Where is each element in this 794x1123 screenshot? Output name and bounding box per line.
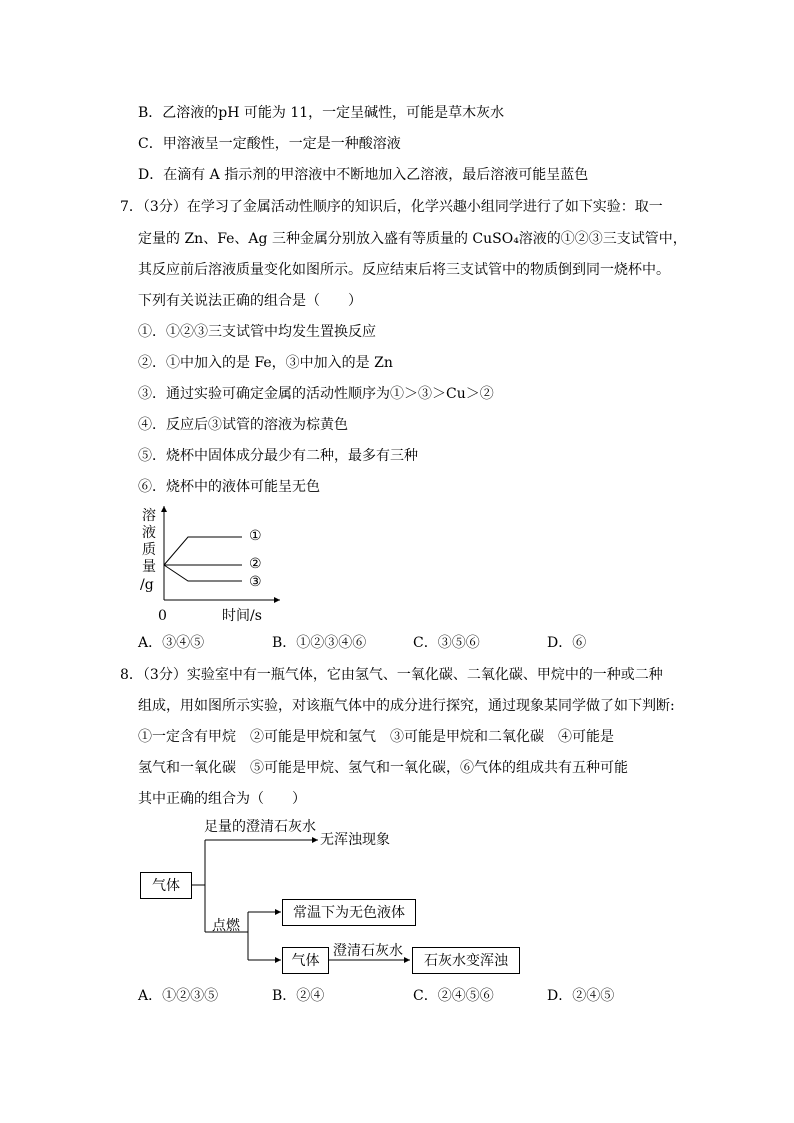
y-label-char: 质 <box>142 542 156 558</box>
q7-stem-line4: 下列有关说法正确的组合是（ ） <box>138 293 362 309</box>
curve-1 <box>164 537 242 565</box>
q8-choice-c: C．②④⑤⑥ <box>413 988 494 1004</box>
limewater-label: 足量的澄清石灰水 <box>204 819 316 835</box>
curve-label-3: ③ <box>249 574 262 590</box>
y-label-char: 量 <box>142 559 156 575</box>
x-axis-label: 时间/s <box>222 608 262 624</box>
q7-statement: ④．反应后③试管的溶液为棕黄色 <box>138 417 348 433</box>
q7-statement: ③．通过实验可确定金属的活动性顺序为①＞③＞Cu＞② <box>138 386 494 402</box>
q8-stem-line1: 8．（3分）实验室中有一瓶气体，它由氢气、一氧化碳、二氧化碳、甲烷中的一种或二种 <box>120 667 663 683</box>
q7-statement: ⑥．烧杯中的液体可能呈无色 <box>138 479 320 495</box>
q7-choice-b: B．①②③④⑥ <box>272 635 367 651</box>
q6-option-c: C．甲溶液呈一定酸性，一定是一种酸溶液 <box>138 136 401 152</box>
q8-choice-b: B．②④ <box>272 988 325 1004</box>
y-label-char: 液 <box>142 525 156 541</box>
origin-label: 0 <box>158 608 167 624</box>
q7-choice-c: C．③⑤⑥ <box>413 635 480 651</box>
q8-choice-a: A．①②③⑤ <box>138 988 219 1004</box>
q8-stem-line5: 其中正确的组合为（ ） <box>138 791 306 807</box>
turbid-result-box: 石灰水变浑浊 <box>412 947 520 974</box>
curve-3 <box>164 565 242 581</box>
q8-flow-diagram <box>130 812 550 982</box>
y-label-char: 溶 <box>142 508 156 524</box>
q8-stem-line4: 氢气和一氧化碳 ⑤可能是甲烷、氢气和一氧化碳，⑥气体的组成共有五种可能 <box>138 760 628 776</box>
q8-stem-line2: 组成，用如图所示实验，对该瓶气体中的成分进行探究，通过现象某同学做了如下判断: <box>138 698 675 714</box>
gas-product-box: 气体 <box>282 947 329 974</box>
q8-stem-line3: ①一定含有甲烷 ②可能是甲烷和氢气 ③可能是甲烷和二氧化碳 ④可能是 <box>138 729 614 745</box>
q7-stem-line2: 定量的 Zn、Fe、Ag 三种金属分别放入盛有等质量的 CuSO₄溶液的①②③三支试管中， <box>138 231 687 247</box>
y-label-unit: /g <box>140 577 154 593</box>
q8-choice-d: D．②④⑤ <box>547 988 615 1004</box>
q6-option-b: B．乙溶液的pH 可能为 11，一定呈碱性，可能是草木灰水 <box>138 105 505 121</box>
q7-stem-line3: 其反应前后溶液质量变化如图所示。反应结束后将三支试管中的物质倒到同一烧杯中。 <box>138 262 670 278</box>
curve-label-2: ② <box>249 556 262 572</box>
q7-choice-d: D．⑥ <box>547 635 587 651</box>
q7-choice-a: A．③④⑤ <box>138 635 205 651</box>
limewater-arrow-label: 澄清石灰水 <box>333 943 403 959</box>
no-turbidity-result: 无浑浊现象 <box>320 832 390 848</box>
q7-statement: ②．①中加入的是 Fe，③中加入的是 Zn <box>138 355 393 371</box>
gas-box: 气体 <box>140 872 192 899</box>
q7-stem-line1: 7．（3分）在学习了金属活动性顺序的知识后，化学兴趣小组同学进行了如下实验：取一 <box>120 199 663 215</box>
q7-statement: ①．①②③三支试管中均发生置换反应 <box>138 324 376 340</box>
colorless-liquid-box: 常温下为无色液体 <box>282 899 416 926</box>
q6-option-d: D．在滴有 A 指示剂的甲溶液中不断地加入乙溶液，最后溶液可能呈蓝色 <box>138 167 589 183</box>
q7-statement: ⑤．烧杯中固体成分最少有二种，最多有三种 <box>138 448 418 464</box>
curve-label-1: ① <box>249 528 262 544</box>
q7-mass-time-graph <box>130 500 290 630</box>
ignite-label: 点燃 <box>212 918 240 934</box>
